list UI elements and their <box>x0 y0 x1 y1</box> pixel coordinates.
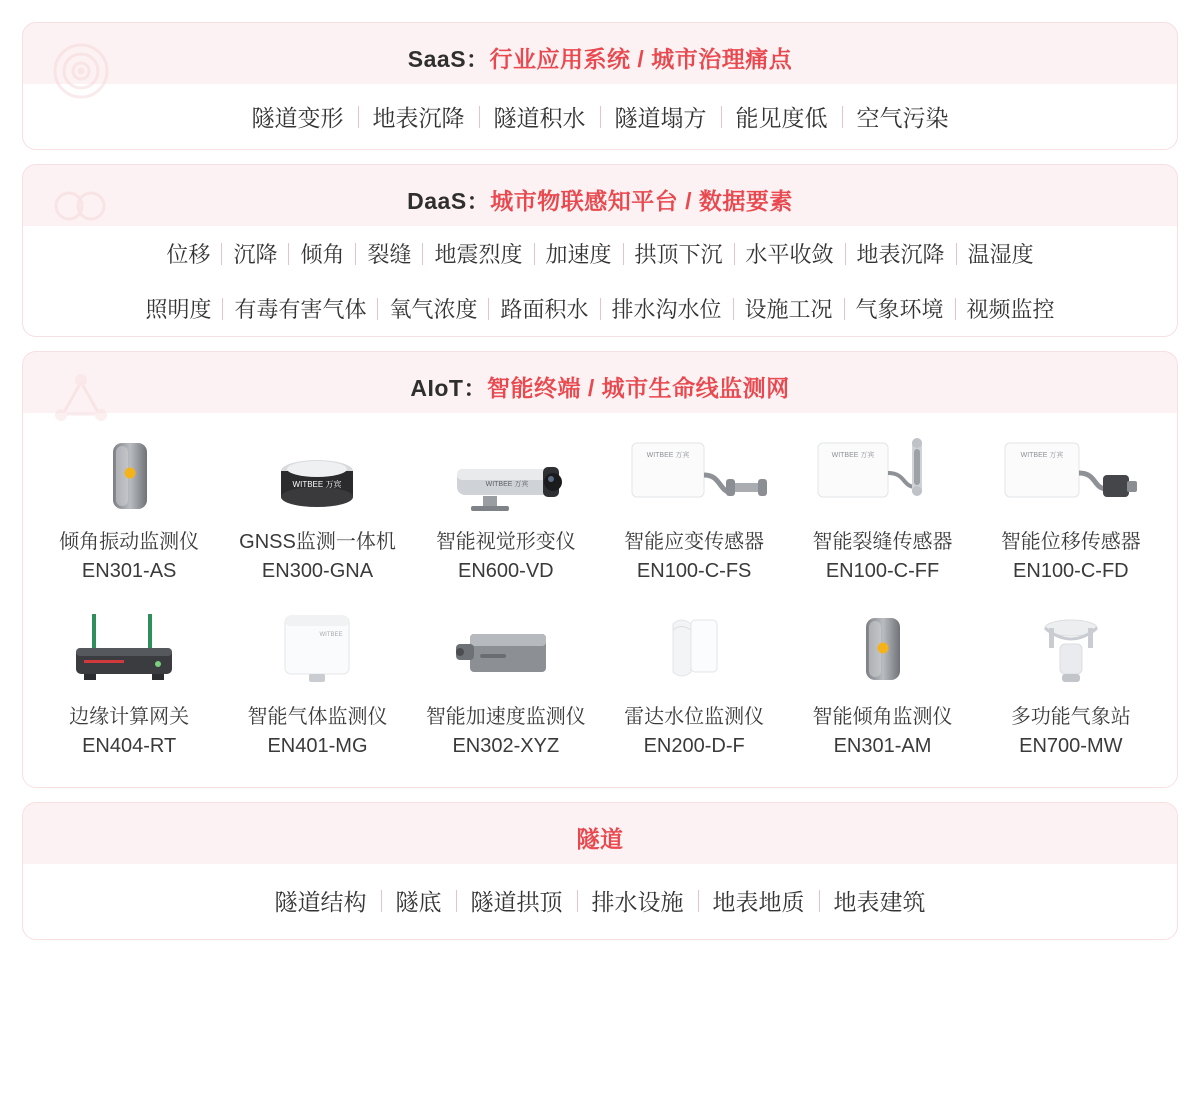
aiot-body <box>23 413 1177 787</box>
device-name: 智能加速度监测仪 <box>425 706 586 728</box>
device-name: 边缘计算网关 <box>69 706 190 728</box>
tilt-vibration-sensor-icon <box>44 427 214 519</box>
edge-gateway-icon <box>44 602 214 694</box>
saas-tag: 地表沉降 <box>372 105 465 131</box>
daas-tag: 加速度 <box>545 242 612 267</box>
radar-water-level-icon <box>609 602 779 694</box>
saas-tag: 空气污染 <box>856 105 949 131</box>
tunnel-card <box>22 802 1178 940</box>
weather-station-icon <box>986 602 1156 694</box>
gnss-receiver-icon <box>232 427 402 519</box>
daas-title: 城市物联感知平台 / 数据要素 <box>490 188 793 214</box>
saas-tag: 隧道塌方 <box>614 105 707 131</box>
daas-tag: 沉降 <box>233 242 278 267</box>
device-name: 智能倾角监测仪 <box>812 706 953 728</box>
device-item[interactable] <box>977 594 1165 765</box>
daas-tag: 设施工况 <box>744 297 833 322</box>
tunnel-body <box>23 864 1177 939</box>
daas-tag: 拱顶下沉 <box>634 242 723 267</box>
saas-tag: 能见度低 <box>735 105 828 131</box>
device-model: EN301-AM <box>833 735 932 757</box>
daas-tag: 水平收敛 <box>745 242 834 267</box>
device-model: EN100-C-FS <box>636 560 752 582</box>
device-name: 倾角振动监测仪 <box>59 531 200 553</box>
infinity-icon <box>49 181 113 245</box>
daas-tag: 路面积水 <box>500 297 589 322</box>
daas-header <box>23 165 1177 226</box>
device-model: EN200-D-F <box>643 735 745 757</box>
daas-tag-row-1 <box>23 226 1177 281</box>
device-name: 智能裂缝传感器 <box>812 531 953 553</box>
tunnel-tag: 隧底 <box>395 889 442 915</box>
tunnel-tag: 隧道拱顶 <box>470 889 563 915</box>
device-item[interactable] <box>223 419 411 590</box>
crack-sensor-icon <box>797 427 967 519</box>
device-name: GNSS监测一体机 <box>239 531 396 553</box>
tunnel-tag: 地表地质 <box>712 889 805 915</box>
saas-prefix: SaaS： <box>407 46 490 72</box>
svg-text:WITBEE 万宾: WITBEE 万宾 <box>832 452 875 459</box>
device-name: 多功能气象站 <box>1010 706 1131 728</box>
daas-tag: 地震烈度 <box>434 242 523 267</box>
saas-tag: 隧道积水 <box>493 105 586 131</box>
daas-tag: 有毒有害气体 <box>234 297 367 322</box>
daas-tag: 照明度 <box>145 297 212 322</box>
saas-title: 行业应用系统 / 城市治理痛点 <box>489 46 793 72</box>
device-name: 智能应变传感器 <box>624 531 765 553</box>
svg-text:WITBEE: WITBEE <box>319 632 343 638</box>
device-model: EN100-C-FF <box>825 560 940 582</box>
svg-text:WITBEE 万宾: WITBEE 万宾 <box>485 481 529 488</box>
tunnel-tag-row <box>23 864 1177 939</box>
tunnel-header <box>23 803 1177 864</box>
daas-tag: 裂缝 <box>367 242 412 267</box>
device-item[interactable] <box>600 594 788 765</box>
device-item[interactable] <box>412 419 600 590</box>
network-nodes-icon <box>49 368 113 432</box>
tunnel-tag: 地表建筑 <box>833 889 926 915</box>
svg-text:WITBEE 万宾: WITBEE 万宾 <box>293 480 342 489</box>
device-name: 智能位移传感器 <box>1000 531 1141 553</box>
saas-tag: 隧道变形 <box>251 105 344 131</box>
daas-tag: 地表沉降 <box>856 242 945 267</box>
saas-card <box>22 22 1178 150</box>
aiot-header <box>23 352 1177 413</box>
daas-tag: 气象环境 <box>855 297 944 322</box>
daas-prefix: DaaS： <box>407 188 491 214</box>
daas-tag: 倾角 <box>300 242 345 267</box>
svg-text:WITBEE 万宾: WITBEE 万宾 <box>646 452 690 459</box>
device-model: EN300-GNA <box>261 560 374 582</box>
device-name: 智能视觉形变仪 <box>435 531 576 553</box>
daas-tag-row-2 <box>23 281 1177 336</box>
daas-body <box>23 226 1177 336</box>
gas-monitor-icon <box>232 602 402 694</box>
aiot-card <box>22 351 1178 788</box>
device-item[interactable] <box>977 419 1165 590</box>
device-model: EN404-RT <box>82 735 177 757</box>
displacement-sensor-icon <box>986 427 1156 519</box>
device-model: EN401-MG <box>267 735 368 757</box>
device-item[interactable] <box>223 594 411 765</box>
device-name: 智能气体监测仪 <box>247 706 388 728</box>
saas-tag-row <box>23 84 1177 149</box>
aiot-prefix: AIoT： <box>410 375 487 401</box>
daas-card <box>22 164 1178 337</box>
target-rings-icon <box>49 39 113 103</box>
strain-sensor-icon <box>609 427 779 519</box>
saas-header <box>23 23 1177 84</box>
device-model: EN600-VD <box>458 560 554 582</box>
daas-tag: 位移 <box>166 242 211 267</box>
device-item[interactable] <box>600 419 788 590</box>
device-model: EN302-XYZ <box>452 735 560 757</box>
daas-tag: 温湿度 <box>967 242 1034 267</box>
tunnel-tag: 排水设施 <box>591 889 684 915</box>
device-item[interactable] <box>788 419 976 590</box>
device-item[interactable] <box>35 594 223 765</box>
daas-tag: 视频监控 <box>966 297 1055 322</box>
saas-body <box>23 84 1177 149</box>
device-model: EN700-MW <box>1019 735 1123 757</box>
daas-tag: 氧气浓度 <box>389 297 478 322</box>
aiot-title: 智能终端 / 城市生命线监测网 <box>486 375 790 401</box>
device-name: 雷达水位监测仪 <box>624 706 765 728</box>
device-item[interactable] <box>412 594 600 765</box>
device-model: EN100-C-FD <box>1013 560 1129 582</box>
vision-camera-icon <box>421 427 591 519</box>
accelerometer-icon <box>421 602 591 694</box>
daas-tag: 排水沟水位 <box>611 297 722 322</box>
svg-text:WITBEE 万宾: WITBEE 万宾 <box>1020 452 1064 459</box>
device-item[interactable] <box>788 594 976 765</box>
device-grid <box>23 413 1177 787</box>
device-model: EN301-AS <box>81 560 177 582</box>
device-item[interactable] <box>35 419 223 590</box>
tilt-sensor-icon <box>797 602 967 694</box>
tunnel-tag: 隧道结构 <box>274 889 367 915</box>
tunnel-title: 隧道 <box>576 826 624 852</box>
